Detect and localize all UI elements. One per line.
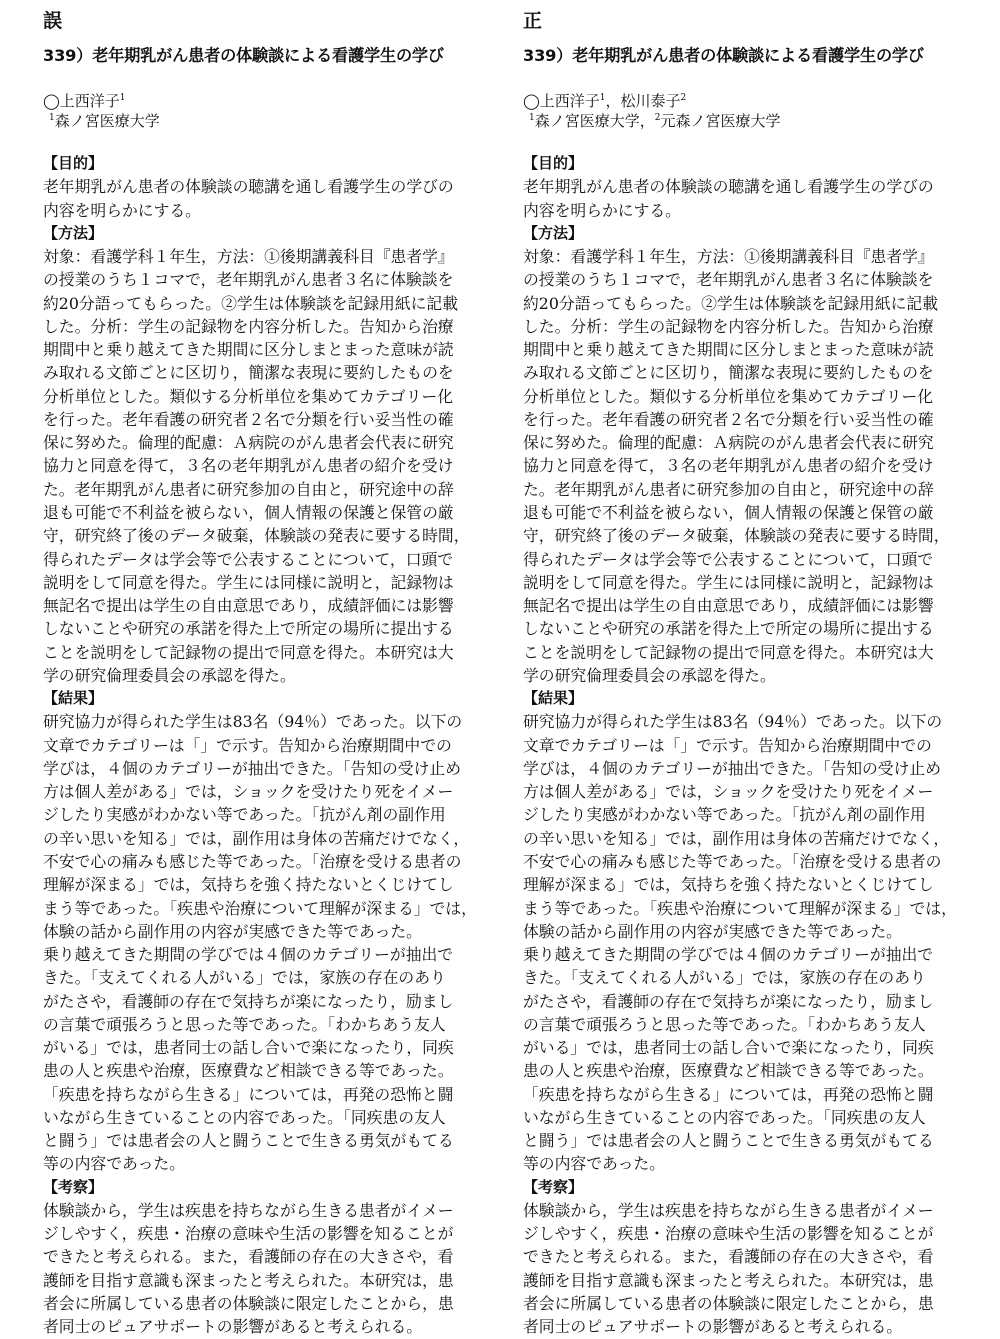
body-text-line: 得られたデータは学会等で公表することについて，口頭で (523, 549, 934, 569)
body-text-line: 体験の話から副作用の内容が実感できた等であった。 (523, 921, 902, 941)
affiliation-line (529, 110, 781, 131)
body-text-line: 「疾患を持ちながら生きる」については，再発の恐怖と闘 (523, 1084, 934, 1104)
body-text-line: 説明をして同意を得た。学生には同様に説明と，記録物は (43, 572, 454, 592)
body-text-line: 不安で心の痛みも感じた等であった。「治療を受ける患者の (43, 851, 462, 871)
body-text-line: 理解が深まる」では，気持ちを強く持たないとくじけてし (43, 875, 454, 895)
body-text-line: 「疾患を持ちながら生きる」については，再発の恐怖と闘 (43, 1084, 454, 1104)
author2-affiliation-sup: 2 (680, 93, 687, 103)
section-heading: 【考察】 (523, 1177, 584, 1196)
author-affiliation-sup: 1 (119, 93, 126, 103)
body-text-line: 文章でカテゴリーは「」で示す。告知から治療期間中での (43, 735, 452, 755)
body-text-line: ジしやすく，疾患・治療の意味や生活の影響を知ることが (523, 1224, 934, 1244)
section-heading: 【結果】 (523, 689, 584, 708)
body-text-line: 者同士のピュアサポートの影響があると考えられる。 (43, 1317, 423, 1337)
section-heading: 【目的】 (523, 154, 584, 172)
column-label-incorrect: 誤 (43, 10, 63, 32)
body-text-line: 退も可能で不利益を被らない，個人情報の保護と保管の厳 (43, 502, 454, 522)
body-text-line: み取れる文節ごとに区切り，簡潔な表現に要約したものを (523, 363, 934, 383)
body-text-line: 等の内容であった。 (43, 1154, 186, 1174)
body-text-line: 体験談から，学生は疾患を持ちながら生きる患者がイメー (43, 1200, 454, 1220)
body-text-line: の言葉で頑張ろうと思った等であった。「わかちあう友人 (43, 1014, 446, 1034)
body-text-line: 等の内容であった。 (523, 1154, 666, 1174)
affiliation-name: 森ノ宮医療大学 (54, 112, 160, 130)
body-text-line: と闘う」では患者会の人と闘うことで生きる勇気がもてる (523, 1131, 934, 1151)
body-text-line: 学びは，４個のカテゴリーが抽出できた。「告知の受け止め (523, 758, 941, 778)
body-text-line: 内容を明らかにする。 (43, 200, 201, 220)
body-text-line: 者会に所属している患者の体験談に限定したことから，患 (43, 1294, 454, 1314)
body-text-line: の辛い思いを知る」では，副作用は身体の苦痛だけでなく， (523, 828, 950, 848)
author-line (523, 90, 686, 111)
body-text-line: しないことや研究の承諾を得た上で所定の場所に提出する (43, 619, 454, 639)
body-text-line: きた。「支えてくれる人がいる」では，家族の存在のあり (523, 968, 926, 988)
body-text-line: まう等であった。「疾患や治療について理解が深まる」では， (43, 898, 477, 918)
body-text-line: 保に努めた。倫理的配慮：Ａ病院のがん患者会代表に研究 (43, 433, 454, 453)
body-text-line: の授業のうち１コマで，老年期乳がん患者３名に体験談を (43, 270, 454, 290)
body-text-line: を行った。老年看護の研究者２名で分類を行い妥当性の確 (523, 409, 934, 429)
body-text-line: いながら生きていることの内容であった。「同疾患の友人 (523, 1107, 926, 1127)
body-text-line: 不安で心の痛みも感じた等であった。「治療を受ける患者の (523, 851, 942, 871)
author-affiliation-sup: 1 (599, 93, 606, 103)
body-text-line: 協力と同意を得て，３名の老年期乳がん患者の紹介を受け (523, 456, 934, 476)
body-text-line: 護師を目指す意識も深まったと考えられた。本研究は，患 (43, 1270, 454, 1290)
body-text-line: いながら生きていることの内容であった。「同疾患の友人 (43, 1107, 446, 1127)
affiliation-line (49, 110, 160, 131)
body-text-line: 無記名で提出は学生の自由意思であり，成績評価には影響 (523, 596, 934, 616)
body-text-line: がたさや，看護師の存在で気持ちが楽になったり，励まし (43, 991, 454, 1011)
body-text-line: ことを説明をして記録物の提出で同意を得た。本研究は大 (43, 642, 454, 662)
body-text-line: 協力と同意を得て，３名の老年期乳がん患者の紹介を受け (43, 456, 454, 476)
affiliation-name: 森ノ宮医療大学， (534, 112, 655, 130)
body-text-line: ジしたり実感がわかない等であった。「抗がん剤の副作用 (43, 805, 446, 825)
body-text-line: の辛い思いを知る」では，副作用は身体の苦痛だけでなく， (43, 828, 470, 848)
body-text-line: きた。「支えてくれる人がいる」では，家族の存在のあり (43, 968, 446, 988)
body-text-line: しないことや研究の承諾を得た上で所定の場所に提出する (523, 619, 934, 639)
body-text-line: できたと考えられる。また，看護師の存在の大きさや，看 (523, 1247, 934, 1267)
body-text-line: の言葉で頑張ろうと思った等であった。「わかちあう友人 (523, 1014, 926, 1034)
body-text-line: 約20分語ってもらった。②学生は体験談を記録用紙に記載 (43, 293, 459, 313)
body-text-line: 老年期乳がん患者の体験談の聴講を通し看護学生の学びの (523, 177, 934, 197)
body-text-line: 学の研究倫理委員会の承認を得た。 (43, 665, 296, 685)
body-text-line: 乗り越えてきた期間の学びでは４個のカテゴリーが抽出で (523, 945, 934, 965)
author-name: ◯上西洋子 (523, 92, 600, 110)
body-text-line: がいる」では，患者同士の話し合いで楽になったり，同疾 (523, 1038, 934, 1058)
body-text-line: 護師を目指す意識も深まったと考えられた。本研究は，患 (523, 1270, 934, 1290)
body-text-line: 内容を明らかにする。 (523, 200, 681, 220)
body-text-line: 老年期乳がん患者の体験談の聴講を通し看護学生の学びの (43, 177, 454, 197)
author-name: ◯上西洋子 (43, 92, 120, 110)
body-text-line: 得られたデータは学会等で公表することについて，口頭で (43, 549, 454, 569)
body-text-line: 体験の話から副作用の内容が実感できた等であった。 (43, 921, 422, 941)
body-text-line: 説明をして同意を得た。学生には同様に説明と，記録物は (523, 572, 934, 592)
body-text-line: 分析単位とした。類似する分析単位を集めてカテゴリー化 (43, 386, 454, 406)
body-text-line: 体験談から，学生は疾患を持ちながら生きる患者がイメー (523, 1200, 934, 1220)
body-text-line: 研究協力が得られた学生は83名（94％）であった。以下の (43, 712, 463, 732)
body-text-line: 退も可能で不利益を被らない，個人情報の保護と保管の厳 (523, 502, 934, 522)
body-text-line: 乗り越えてきた期間の学びでは４個のカテゴリーが抽出で (43, 945, 454, 965)
body-text-line: がたさや，看護師の存在で気持ちが楽になったり，励まし (523, 991, 934, 1011)
body-text-line: た。老年期乳がん患者に研究参加の自由と，研究途中の辞 (523, 479, 934, 499)
body-text-line: た。老年期乳がん患者に研究参加の自由と，研究途中の辞 (43, 479, 454, 499)
body-text-line: 患の人と疾患や治療，医療費など相談できる等であった。 (523, 1061, 934, 1081)
body-text-line: 方は個人差がある」では，ショックを受けたり死をイメー (523, 782, 934, 802)
body-text-line: 保に努めた。倫理的配慮：Ａ病院のがん患者会代表に研究 (523, 433, 934, 453)
abstract-title: 339）老年期乳がん患者の体験談による看護学生の学び (43, 46, 444, 65)
section-heading: 【方法】 (523, 223, 584, 242)
body-text-line: と闘う」では患者会の人と闘うことで生きる勇気がもてる (43, 1131, 454, 1151)
body-text-line: 学びは，４個のカテゴリーが抽出できた。「告知の受け止め (43, 758, 461, 778)
body-text-line: の授業のうち１コマで，老年期乳がん患者３名に体験談を (523, 270, 934, 290)
body-text-line: 方は個人差がある」では，ショックを受けたり死をイメー (43, 782, 454, 802)
body-text-line: 理解が深まる」では，気持ちを強く持たないとくじけてし (523, 875, 934, 895)
body-text-line: まう等であった。「疾患や治療について理解が深まる」では， (523, 898, 957, 918)
abstract-body (523, 152, 963, 1339)
body-text-line: ことを説明をして記録物の提出で同意を得た。本研究は大 (523, 642, 934, 662)
body-text-line: 者会に所属している患者の体験談に限定したことから，患 (523, 1294, 934, 1314)
body-text-line: ジしたり実感がわかない等であった。「抗がん剤の副作用 (523, 805, 926, 825)
column-label-correct: 正 (523, 10, 543, 32)
section-heading: 【目的】 (43, 154, 104, 172)
abstract-body (43, 152, 483, 1339)
author2-name: ，松川泰子 (605, 92, 681, 110)
section-heading: 【方法】 (43, 223, 104, 242)
body-text-line: した。分析：学生の記録物を内容分析した。告知から治療 (43, 316, 454, 336)
body-text-line: 対象：看護学科１年生，方法：①後期講義科目『患者学』 (523, 247, 934, 267)
body-text-line: ジしやすく，疾患・治療の意味や生活の影響を知ることが (43, 1224, 454, 1244)
body-text-line: 約20分語ってもらった。②学生は体験談を記録用紙に記載 (523, 293, 939, 313)
section-heading: 【結果】 (43, 689, 104, 708)
body-text-line: 期間中と乗り越えてきた期間に区分しまとまった意味が読 (43, 340, 454, 360)
body-text-line: 分析単位とした。類似する分析単位を集めてカテゴリー化 (523, 386, 934, 406)
body-text-line: み取れる文節ごとに区切り，簡潔な表現に要約したものを (43, 363, 454, 383)
body-text-line: 守，研究終了後のデータ破棄，体験談の発表に要する時間， (43, 526, 470, 546)
body-text-line: 期間中と乗り越えてきた期間に区分しまとまった意味が読 (523, 340, 934, 360)
body-text-line: 文章でカテゴリーは「」で示す。告知から治療期間中での (523, 735, 932, 755)
affiliation-sup: 1 (49, 113, 55, 123)
author-line (43, 90, 126, 111)
body-text-line: 守，研究終了後のデータ破棄，体験談の発表に要する時間， (523, 526, 950, 546)
body-text-line: できたと考えられる。また，看護師の存在の大きさや，看 (43, 1247, 454, 1267)
body-text-line: 者同士のピュアサポートの影響があると考えられる。 (523, 1317, 903, 1337)
body-text-line: 対象：看護学科１年生，方法：①後期講義科目『患者学』 (43, 247, 454, 267)
body-text-line: がいる」では，患者同士の話し合いで楽になったり，同疾 (43, 1038, 454, 1058)
body-text-line: 無記名で提出は学生の自由意思であり，成績評価には影響 (43, 596, 454, 616)
body-text-line: を行った。老年看護の研究者２名で分類を行い妥当性の確 (43, 409, 454, 429)
affiliation2-sup: 2 (654, 113, 661, 123)
body-text-line: した。分析：学生の記録物を内容分析した。告知から治療 (523, 316, 934, 336)
body-text-line: 学の研究倫理委員会の承認を得た。 (523, 665, 776, 685)
section-heading: 【考察】 (43, 1177, 104, 1196)
body-text-line: 研究協力が得られた学生は83名（94％）であった。以下の (523, 712, 943, 732)
abstract-title: 339）老年期乳がん患者の体験談による看護学生の学び (523, 46, 924, 65)
body-text-line: 患の人と疾患や治療，医療費など相談できる等であった。 (43, 1061, 454, 1081)
affiliation2-name: 元森ノ宮医療大学 (660, 112, 781, 130)
affiliation-sup: 1 (529, 113, 535, 123)
